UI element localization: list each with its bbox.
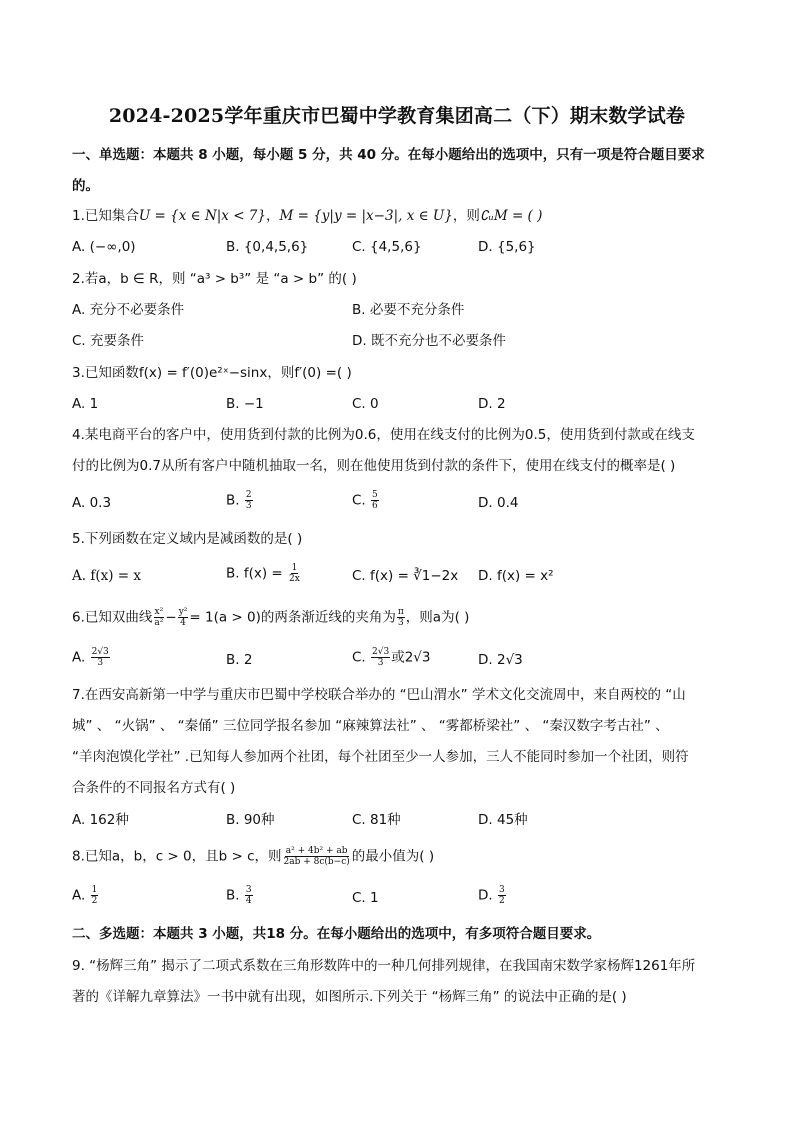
question-9-line1: 9. “杨辉三角” 揭示了二项式系数在三角形数阵中的一种几何排列规律，在我国南宋数学家杨辉1261年所 <box>72 958 696 974</box>
q3-option-d: D. 2 <box>478 396 506 412</box>
fraction: $\frac{\text{a² + 4b² + ab}}{2ab + 8c(b-c)}$ <box>283 846 350 867</box>
fraction: $\frac{2√3}{3}$ <box>91 647 109 668</box>
fraction: $\frac{2}{3}$ <box>245 490 252 511</box>
q6-option-d: D. 2√3 <box>478 652 523 668</box>
question-6: 6.已知双曲线 $\frac{\text{x²}}{\text{a²}}$ − $\frac{\text{y²}}{4}$ = 1(a > 0)的两条渐近线的夹角为 $\frac{\pi}{3}$ ，则a为( ) <box>72 607 470 628</box>
fraction: $\frac{\text{x²}}{\text{a²}}$ <box>154 607 164 628</box>
q5-option-a: A. f(x) = x <box>72 568 141 584</box>
question-9-line2: 著的《详解九章算法》一书中就有出现，如图所示.下列关于 “杨辉三角” 的说法中正确的是( ) <box>72 989 627 1005</box>
q3-option-a: A. 1 <box>72 396 99 412</box>
q4-option-c: C. $\frac{5}{6}$ <box>352 490 378 511</box>
section1-header-cont: 的。 <box>72 178 99 194</box>
fraction: $\frac{5}{6}$ <box>372 490 378 511</box>
question-7-line3: “羊肉泡馍化学社” .已知每人参加两个社团，每个社团至少一人参加，三人不能同时参加一个社团，则符 <box>72 749 689 765</box>
fraction: $\frac{3}{2}$ <box>498 885 505 906</box>
fraction: $\frac{1}{2}$ <box>91 885 98 906</box>
q2-option-d: D. 既不充分也不必要条件 <box>352 333 506 349</box>
q2-option-a: A. 充分不必要条件 <box>72 302 185 318</box>
q4-option-a: A. 0.3 <box>72 495 112 511</box>
q6-option-a: A. $\frac{2√3}{3}$ <box>72 647 109 668</box>
q1-option-a: A. (−∞,0) <box>72 239 136 255</box>
q6-option-c: C. $\frac{2√3}{3}$ 或2√3 <box>352 647 431 668</box>
q4-option-d: D. 0.4 <box>478 495 519 511</box>
question-8: 8.已知a，b，c > 0，且b > c，则 $\frac{\text{a² + 4b² + ab}}{2ab + 8c(b-c)}$ 的最小值为( ) <box>72 846 435 867</box>
q5-option-b: B. f(x) = $\frac{1}{2x}$ <box>226 563 300 584</box>
q7-option-a: A. 162种 <box>72 812 129 828</box>
question-7-line2: 城” 、 “火锅” 、 “秦俑” 三位同学报名参加 “麻辣算法社” 、 “雾都桥梁社” 、 “秦汉数字考古社” 、 <box>72 718 669 734</box>
q8-option-c: C. 1 <box>352 890 379 906</box>
q1-option-c: C. {4,5,6} <box>352 239 422 255</box>
question-3: 3.已知函数f(x) = f′(0)e²ˣ−sinx，则f′(0) =( ) <box>72 365 352 381</box>
question-7-line1: 7.在西安高新第一中学与重庆市巴蜀中学校联合举办的 “巴山渭水” 学术文化交流周中，来自两校的 “山 <box>72 687 686 703</box>
q3-option-b: B. −1 <box>226 396 264 412</box>
q8-option-d: D. $\frac{3}{2}$ <box>478 885 505 906</box>
question-2: 2.若a，b ∈ R，则 “a³ > b³” 是 “a > b” 的( ) <box>72 271 357 287</box>
fraction: $\frac{3}{4}$ <box>245 885 252 906</box>
fraction: $\frac{\pi}{3}$ <box>397 607 404 628</box>
q4-option-b: B. $\frac{2}{3}$ <box>226 490 252 511</box>
question-7-line4: 合条件的不同报名方式有( ) <box>72 780 236 796</box>
q8-option-a: A. $\frac{1}{2}$ <box>72 885 98 906</box>
fraction: $\frac{1}{2x}$ <box>289 563 300 584</box>
q1-option-b: B. {0,4,5,6} <box>226 239 309 255</box>
q5-option-c: C. f(x) = ∛1−2x <box>352 568 459 584</box>
q7-option-d: D. 45种 <box>478 812 528 828</box>
exam-title: 2024-2025学年重庆市巴蜀中学教育集团高二（下）期末数学试卷 <box>108 105 686 127</box>
question-4-line1: 4.某电商平台的客户中，使用货到付款的比例为0.6，使用在线支付的比例为0.5，使用货到付款或在线支 <box>72 427 695 443</box>
q7-option-b: B. 90种 <box>226 812 275 828</box>
q7-option-c: C. 81种 <box>352 812 401 828</box>
q2-option-b: B. 必要不充分条件 <box>352 302 465 318</box>
section1-header: 一、单选题：本题共 8 小题，每小题 5 分，共 40 分。在每小题给出的选项中，只有一项是符合题目要求 <box>72 147 705 163</box>
q8-option-b: B. $\frac{3}{4}$ <box>226 885 252 906</box>
q5-option-d: D. f(x) = x² <box>478 568 554 584</box>
fraction: $\frac{\text{y²}}{4}$ <box>178 607 188 628</box>
q2-option-c: C. 充要条件 <box>72 333 145 349</box>
q1-option-d: D. {5,6} <box>478 239 536 255</box>
question-4-line2: 付的比例为0.7从所有客户中随机抽取一名，则在他使用货到付款的条件下，使用在线支付的概率是( ) <box>72 458 676 474</box>
section2-header: 二、多选题：本题共 3 小题，共18 分。在每小题给出的选项中，有多项符合题目要求。 <box>72 926 601 942</box>
q3-option-c: C. 0 <box>352 396 379 412</box>
fraction: $\frac{2√3}{3}$ <box>372 647 390 668</box>
question-1: 1.已知集合U = {x ∈ N|x < 7}，M = {y|y = |x−3|, x ∈ U}，则∁ᵤM = ( ) <box>72 208 543 224</box>
question-5: 5.下列函数在定义域内是减函数的是( ) <box>72 531 303 547</box>
q6-option-b: B. 2 <box>226 652 253 668</box>
